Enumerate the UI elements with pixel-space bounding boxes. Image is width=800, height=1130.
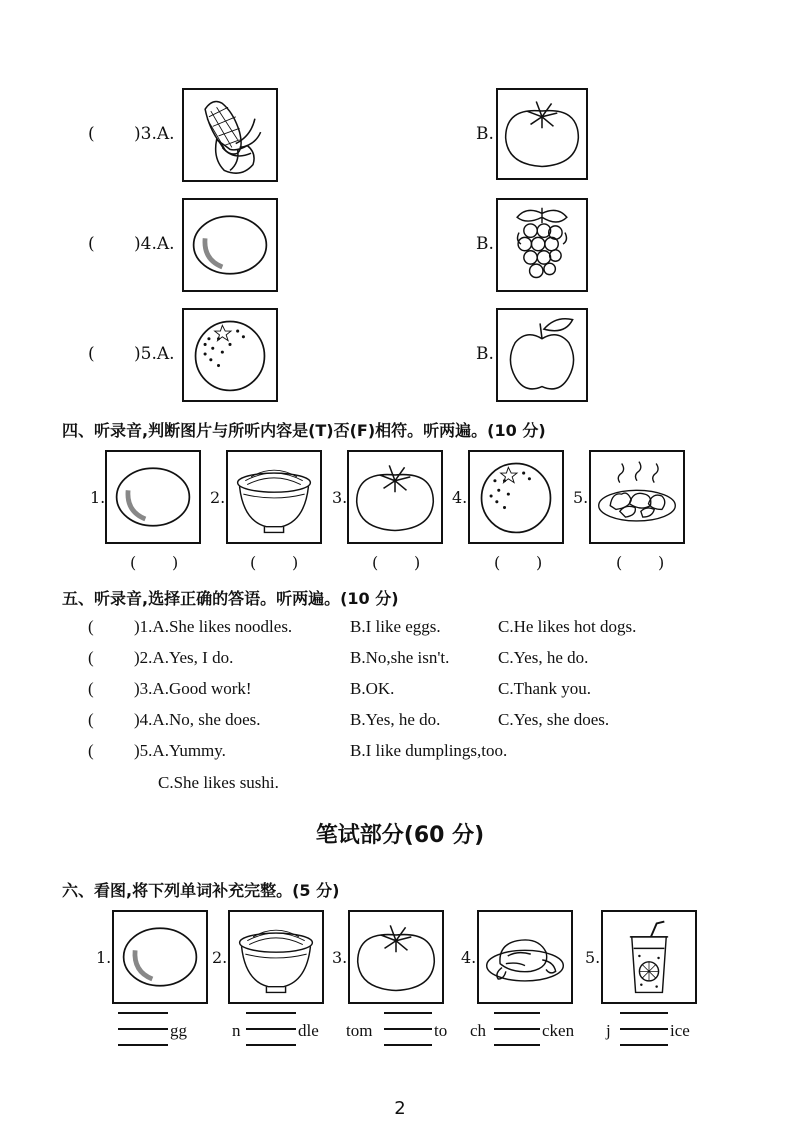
answer-paren-close: )	[536, 553, 543, 572]
writing-line[interactable]	[384, 1044, 432, 1046]
item-number: 1.	[96, 948, 112, 967]
option-b: B.No,she isn't.	[350, 648, 450, 667]
tomato-picture[interactable]	[347, 450, 443, 544]
noodles-picture[interactable]	[226, 450, 322, 544]
option-c: C.He likes hot dogs.	[498, 617, 637, 636]
answer-paren-open[interactable]: (	[616, 553, 623, 572]
orange-icon	[184, 310, 276, 400]
question-number: )4.A.	[134, 234, 175, 254]
writing-line[interactable]	[494, 1012, 540, 1014]
apple-picture[interactable]	[496, 308, 588, 402]
noodles-picture[interactable]	[228, 910, 324, 1004]
dumplings-picture[interactable]	[589, 450, 685, 544]
answer-paren-close: )	[414, 553, 421, 572]
egg-picture[interactable]	[182, 198, 278, 292]
roast-chicken-icon	[479, 912, 571, 1002]
writing-line[interactable]	[118, 1044, 168, 1046]
answer-paren[interactable]: (	[88, 124, 95, 144]
writing-line[interactable]	[246, 1028, 296, 1030]
item-number: 4.	[452, 488, 468, 507]
chicken-picture[interactable]	[477, 910, 573, 1004]
item-number: 5.	[573, 488, 589, 507]
orange-picture[interactable]	[182, 308, 278, 402]
writing-line[interactable]	[620, 1012, 668, 1014]
word-suffix: to	[434, 1021, 448, 1040]
egg-icon	[184, 200, 276, 290]
option-a: )2.A.Yes, I do.	[134, 648, 234, 667]
writing-line[interactable]	[384, 1028, 432, 1030]
option-b: B.I like dumplings,too.	[350, 741, 508, 760]
dumplings-icon	[591, 452, 683, 542]
answer-paren-open[interactable]: (	[494, 553, 501, 572]
tomato-icon	[349, 452, 441, 542]
tomato-icon	[350, 912, 442, 1002]
answer-paren-open[interactable]: (	[372, 553, 379, 572]
juice-picture[interactable]	[601, 910, 697, 1004]
answer-paren[interactable]: (	[88, 741, 94, 760]
corn-picture[interactable]	[182, 88, 278, 182]
option-c: C.Yes, she does.	[498, 710, 610, 729]
grapes-icon	[498, 200, 586, 290]
egg-picture[interactable]	[112, 910, 208, 1004]
option-b: B.Yes, he do.	[350, 710, 441, 729]
answer-paren[interactable]: (	[88, 679, 94, 698]
word-prefix: n	[232, 1021, 241, 1040]
answer-paren[interactable]: (	[88, 617, 94, 636]
option-a: )4.A.No, she does.	[134, 710, 261, 729]
writing-line[interactable]	[494, 1044, 540, 1046]
item-number: 4.	[461, 948, 477, 967]
question-number: )5.A.	[134, 344, 175, 364]
writing-line[interactable]	[620, 1044, 668, 1046]
answer-paren[interactable]: (	[88, 710, 94, 729]
option-b-label: B.	[476, 234, 494, 254]
word-suffix: ice	[670, 1021, 690, 1040]
egg-icon	[114, 912, 206, 1002]
answer-paren[interactable]: (	[88, 648, 94, 667]
option-a: )5.A.Yummy.	[134, 741, 226, 760]
item-number: 2.	[212, 948, 228, 967]
egg-icon	[107, 452, 199, 542]
word-suffix: gg	[170, 1021, 187, 1040]
noodles-icon	[228, 452, 320, 542]
apple-icon	[498, 310, 586, 400]
item-number: 2.	[210, 488, 226, 507]
writing-line[interactable]	[246, 1012, 296, 1014]
item-number: 5.	[585, 948, 601, 967]
option-b-label: B.	[476, 344, 494, 364]
egg-picture[interactable]	[105, 450, 201, 544]
corn-icon	[184, 90, 276, 180]
grapes-picture[interactable]	[496, 198, 588, 292]
writing-line[interactable]	[384, 1012, 432, 1014]
answer-paren-close: )	[172, 553, 179, 572]
answer-paren-close: )	[292, 553, 299, 572]
written-part-title: 笔试部分(60 分)	[315, 823, 485, 848]
option-a: )1.A.She likes noodles.	[134, 617, 293, 636]
option-c: C.Yes, he do.	[498, 648, 589, 667]
word-prefix: ch	[470, 1021, 487, 1040]
orange-icon	[470, 452, 562, 542]
answer-paren-open[interactable]: (	[130, 553, 137, 572]
word-suffix: dle	[298, 1021, 319, 1040]
option-b-label: B.	[476, 124, 494, 144]
item-number: 3.	[332, 948, 348, 967]
section-5-title: 五、听录音,选择正确的答语。听两遍。(10 分)	[62, 589, 399, 608]
option-a: )3.A.Good work!	[134, 679, 252, 698]
answer-paren[interactable]: (	[88, 344, 95, 364]
word-prefix: j	[606, 1021, 611, 1040]
tomato-picture[interactable]	[348, 910, 444, 1004]
option-b: B.OK.	[350, 679, 395, 698]
word-suffix: cken	[542, 1021, 575, 1040]
section-4-title: 四、听录音,判断图片与所听内容是(T)否(F)相符。听两遍。(10 分)	[62, 421, 546, 440]
writing-line[interactable]	[246, 1044, 296, 1046]
tomato-icon	[498, 90, 586, 178]
answer-paren[interactable]: (	[88, 234, 95, 254]
writing-line[interactable]	[118, 1012, 168, 1014]
item-number: 3.	[332, 488, 348, 507]
answer-paren-open[interactable]: (	[250, 553, 257, 572]
juice-icon	[603, 912, 695, 1002]
option-c: C.Thank you.	[498, 679, 592, 698]
writing-line[interactable]	[494, 1028, 540, 1030]
answer-paren-close: )	[658, 553, 665, 572]
question-number: )3.A.	[134, 124, 175, 144]
noodles-icon	[230, 912, 322, 1002]
word-prefix: tom	[346, 1021, 373, 1040]
writing-line[interactable]	[118, 1028, 168, 1030]
page-number: 2	[394, 1098, 406, 1119]
option-b: B.I like eggs.	[350, 617, 441, 636]
orange-picture[interactable]	[468, 450, 564, 544]
section-6-title: 六、看图,将下列单词补充完整。(5 分)	[62, 881, 340, 900]
writing-line[interactable]	[620, 1028, 668, 1030]
item-number: 1.	[90, 488, 106, 507]
option-c: C.She likes sushi.	[158, 773, 279, 792]
tomato-picture[interactable]	[496, 88, 588, 180]
